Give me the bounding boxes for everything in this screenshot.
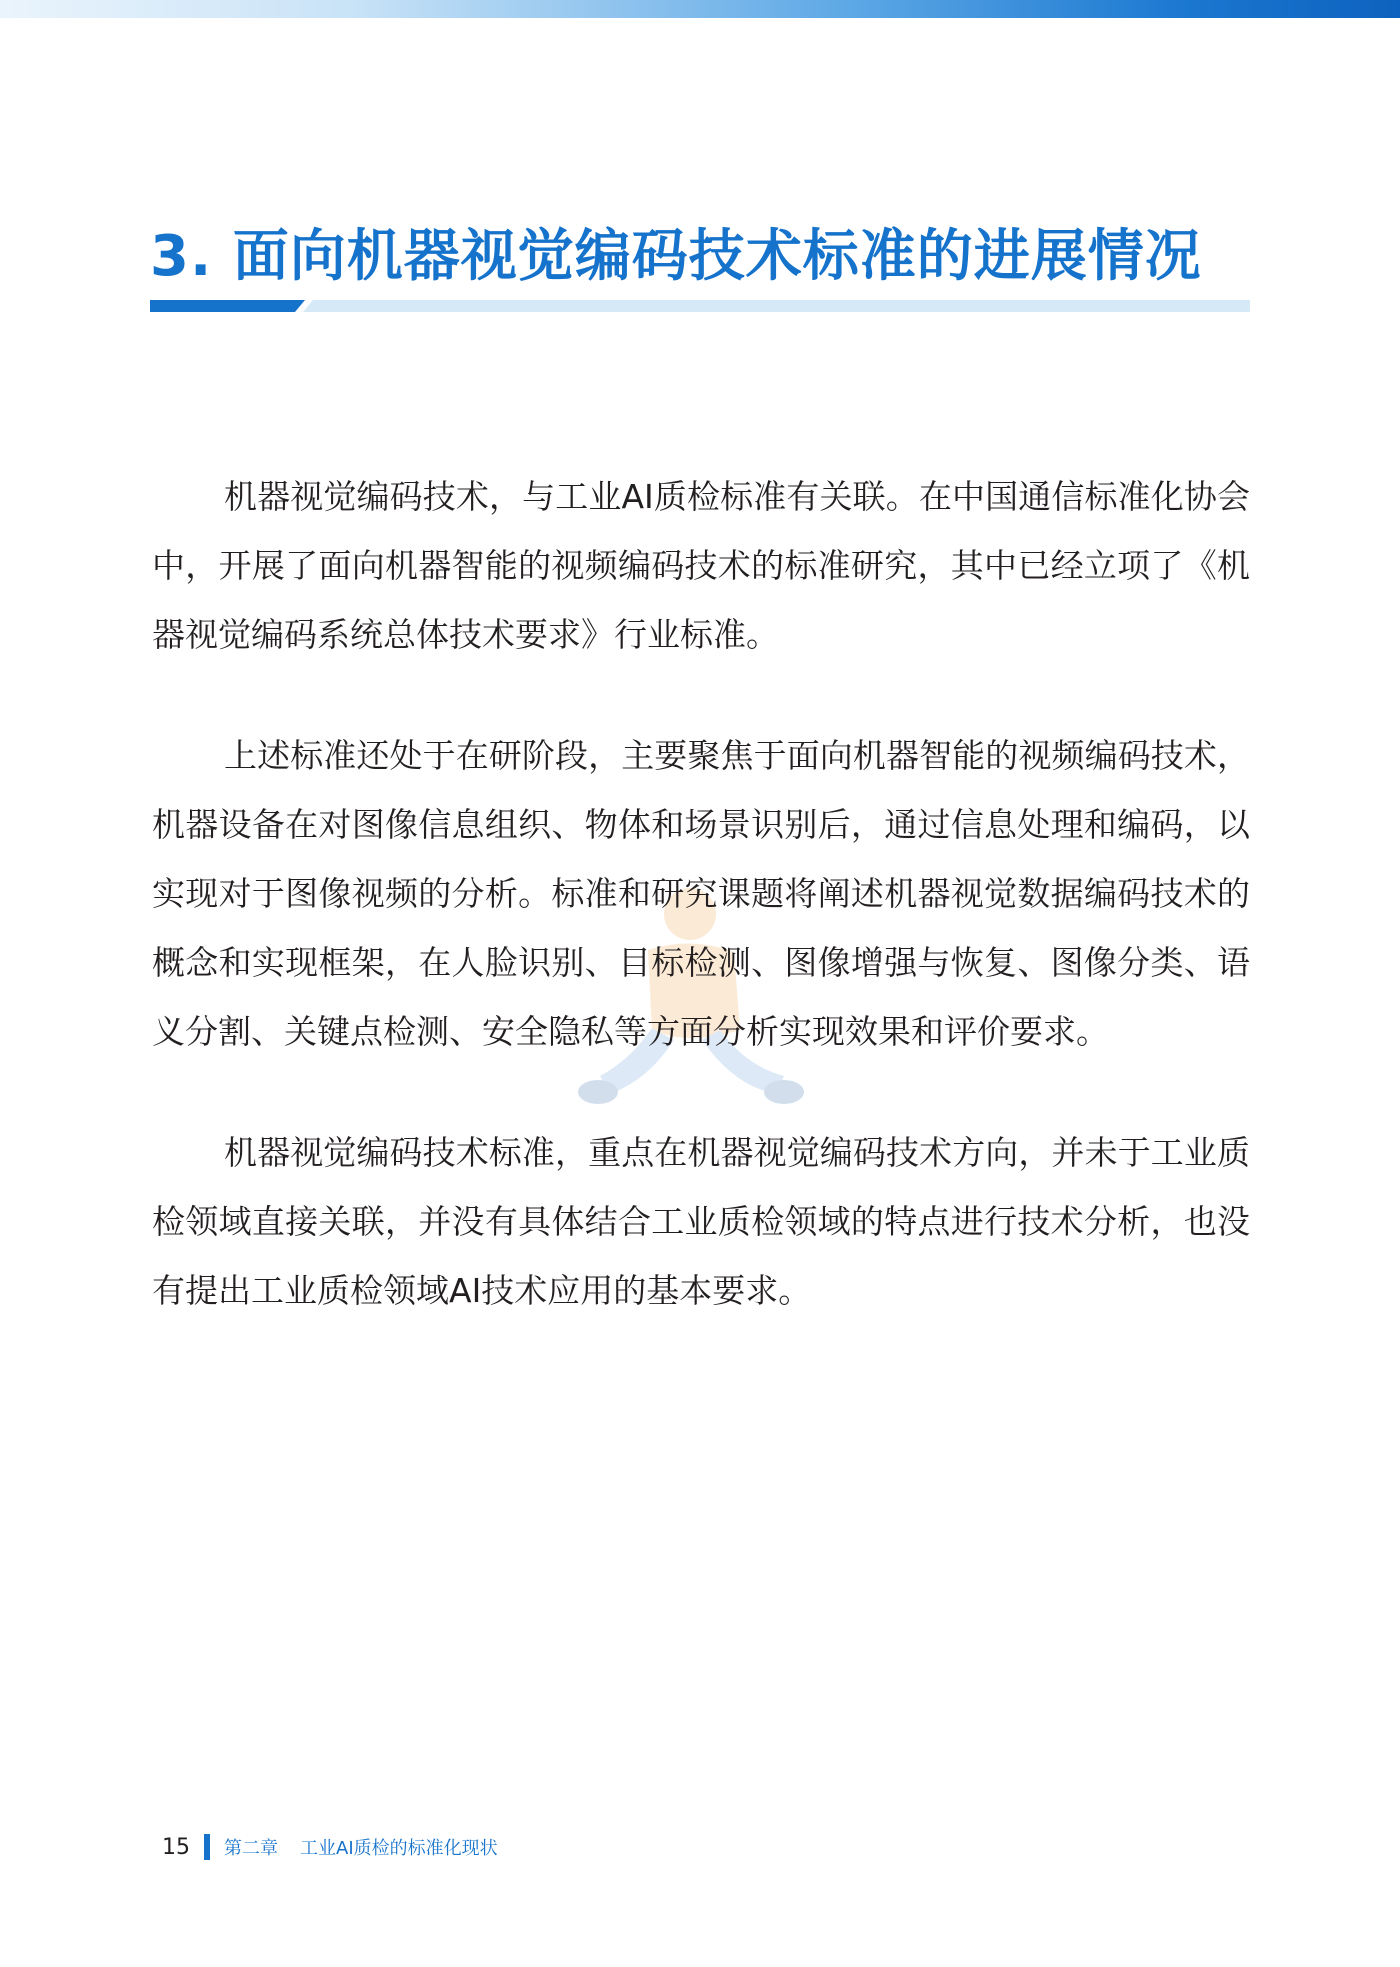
top-decorative-band [0,0,1400,18]
title-underline [150,300,1250,312]
chapter-label: 第二章 [224,1838,278,1859]
footer-divider [204,1834,210,1860]
paragraph: 上述标准还处于在研阶段，主要聚焦于面向机器智能的视频编码技术，机器设备在对图像信息组织、物体和场景识别后，通过信息处理和编码，以实现对于图像视频的分析。标准和研究课题将阐述机器视觉数据编码技术的概念和实现框架，在人脸识别、目标检测、图像增强与恢复、图像分类、语义分割、关键点检测、安全隐私等方面分析实现效果和评价要求。 [152,736,1250,1051]
chapter-title: 工业AI质检的标准化现状 [300,1838,498,1859]
body-text [152,462,1250,1377]
page-footer [162,1834,498,1860]
paragraph: 机器视觉编码技术标准，重点在机器视觉编码技术方向，并未于工业质检领域直接关联，并没有具体结合工业质检领域的特点进行技术分析，也没有提出工业质检领域AI技术应用的基本要求。 [152,1133,1250,1310]
paragraph: 机器视觉编码技术，与工业AI质检标准有关联。在中国通信标准化协会中，开展了面向机器智能的视频编码技术的标准研究，其中已经立项了《机器视觉编码系统总体技术要求》行业标准。 [152,477,1250,654]
page-number: 15 [162,1834,190,1860]
section-title: 3. 面向机器视觉编码技术标准的进展情况 [150,224,1202,289]
